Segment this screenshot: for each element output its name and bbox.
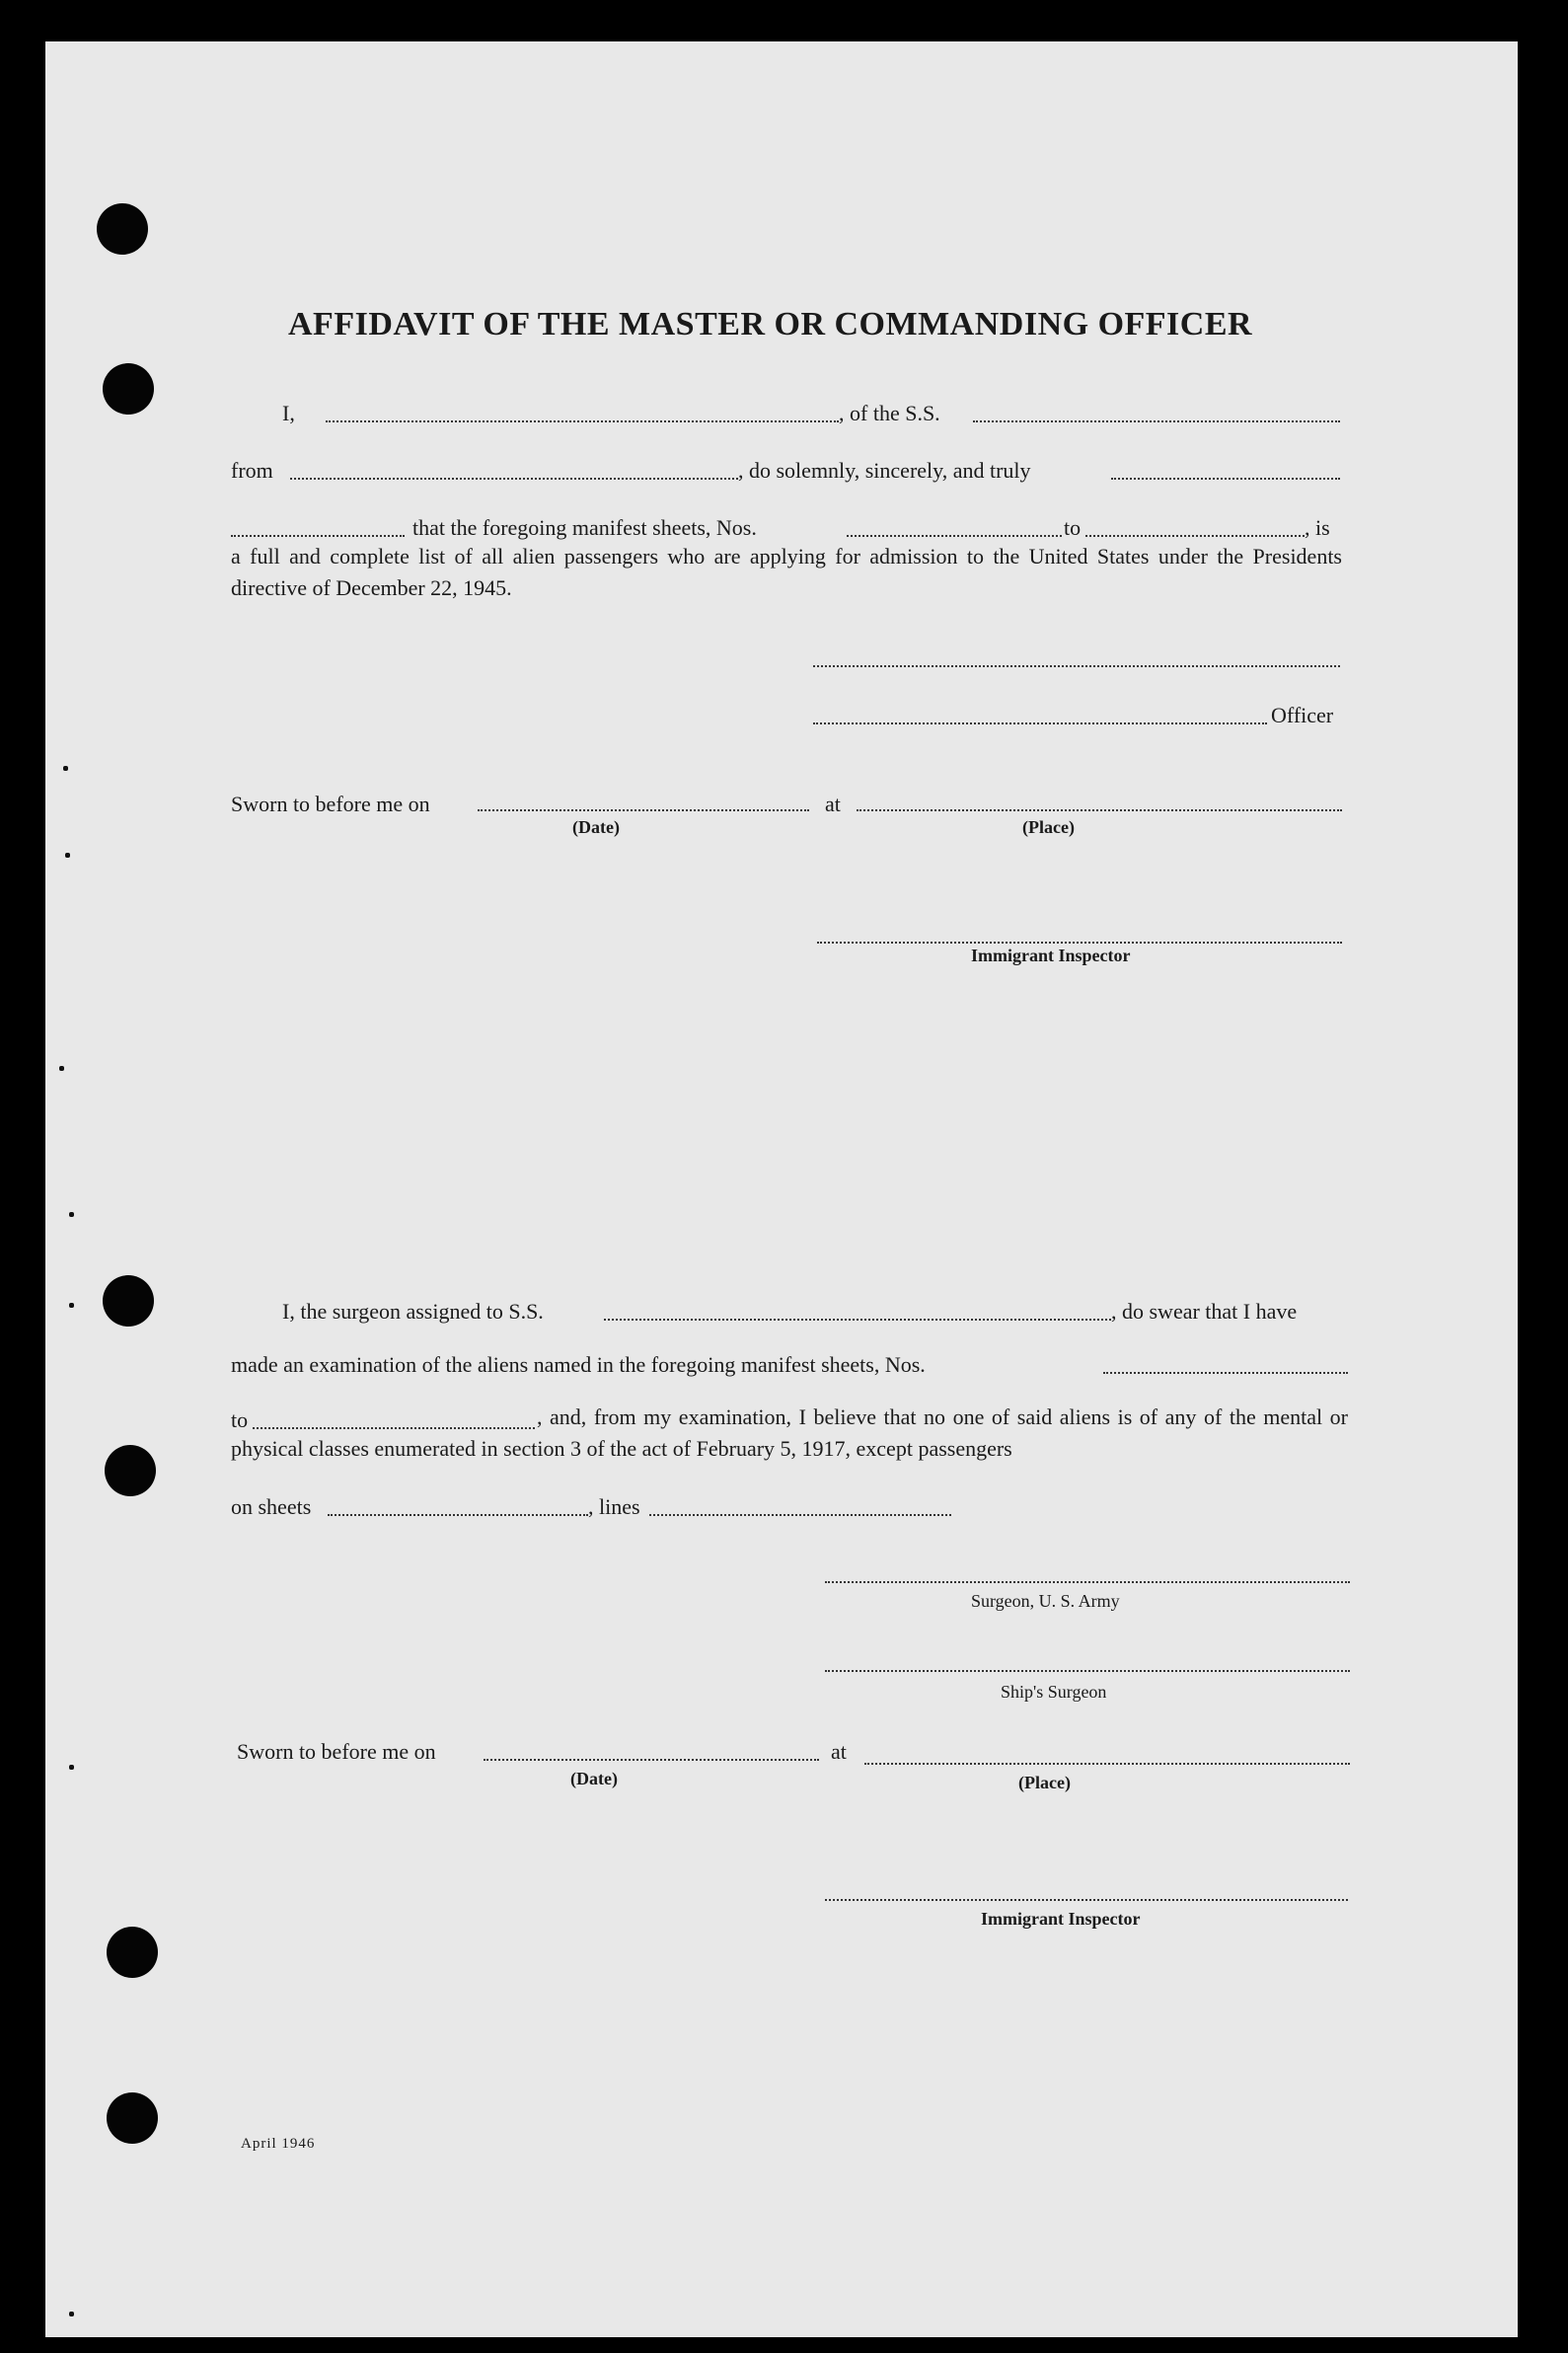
affidavit-from-label: from (231, 458, 273, 483)
army-surgeon-caption: Surgeon, U. S. Army (971, 1591, 1120, 1611)
punch-hole (103, 1275, 154, 1327)
punch-hole (107, 1927, 158, 1978)
affidavit-title: AFFIDAVIT OF THE MASTER OR COMMANDING OFFICER (288, 306, 1253, 342)
inspector-caption: Immigrant Inspector (971, 946, 1131, 965)
surgeon-sheets-label: on sheets (231, 1494, 312, 1519)
punch-hole (105, 1445, 156, 1496)
affidavit-paragraph: a full and complete list of all alien passengers who are applying for admission to the United States under the Presidents directive of December 22, 1945. (231, 544, 1342, 600)
surgeon-at-label: at (831, 1739, 847, 1764)
footer-date: April 1946 (241, 2136, 316, 2152)
surgeon-exception-lines-field[interactable] (649, 1514, 951, 1516)
surgeon-place-caption: (Place) (1018, 1773, 1071, 1792)
margin-speck (63, 766, 68, 771)
surgeon-sworn-place-field[interactable] (864, 1763, 1350, 1765)
surgeon-exception-sheets-field[interactable] (328, 1514, 588, 1516)
surgeon-lines-label: , lines (588, 1494, 640, 1519)
form-page (45, 41, 1518, 2337)
sworn-date-field[interactable] (478, 809, 809, 811)
margin-speck (69, 1303, 74, 1308)
surgeon-examination-label: made an examination of the aliens named in the foregoing manifest sheets, Nos. (231, 1352, 926, 1377)
surgeon-date-caption: (Date) (570, 1769, 618, 1788)
ship-surgeon-caption: Ship's Surgeon (1001, 1682, 1107, 1702)
sworn-label: Sworn to before me on (231, 792, 430, 816)
margin-speck (69, 2312, 74, 2316)
master-name-field[interactable] (326, 420, 839, 422)
place-caption: (Place) (1022, 817, 1075, 837)
punch-hole (107, 2092, 158, 2144)
officer-signature-field-2[interactable] (813, 722, 1267, 724)
inspector-signature-field[interactable] (817, 942, 1342, 944)
surgeon-ship-field[interactable] (604, 1319, 1111, 1321)
margin-speck (69, 1212, 74, 1217)
affidavit-is-label: , is (1305, 515, 1330, 540)
affidavit-manifest-label: that the foregoing manifest sheets, Nos. (412, 515, 757, 540)
punch-hole (103, 363, 154, 415)
army-surgeon-signature-field[interactable] (825, 1581, 1350, 1583)
surgeon-swear-label: , do swear that I have (1111, 1299, 1298, 1324)
punch-hole (97, 203, 148, 255)
affidavit-ss-label: , of the S.S. (839, 401, 940, 425)
surgeon-to-label: to (231, 1407, 249, 1432)
margin-speck (65, 853, 70, 858)
affidavit-to-label: to (1064, 515, 1082, 540)
oath-word-field[interactable] (1111, 478, 1340, 480)
surgeon-sheets-from-field[interactable] (1103, 1372, 1348, 1374)
at-label: at (825, 792, 841, 816)
affidavit-i-label: I, (282, 401, 295, 425)
surgeon-sworn-date-field[interactable] (484, 1759, 819, 1761)
manifest-to-field[interactable] (1085, 535, 1305, 537)
surgeon-inspector-signature-field[interactable] (825, 1899, 1348, 1901)
affidavit-swear-label: , do solemnly, sincerely, and truly (738, 458, 1031, 483)
margin-speck (69, 1765, 74, 1770)
date-caption: (Date) (572, 817, 620, 837)
departure-port-field[interactable] (290, 478, 738, 480)
surgeon-sworn-label: Sworn to before me on (237, 1739, 436, 1764)
officer-label: Officer (1271, 703, 1334, 727)
surgeon-inspector-caption: Immigrant Inspector (981, 1909, 1141, 1929)
sworn-place-field[interactable] (857, 809, 1342, 811)
ship-name-field[interactable] (973, 420, 1340, 422)
ship-surgeon-signature-field[interactable] (825, 1670, 1350, 1672)
surgeon-paragraph-text: , and, from my examination, I believe that no one of said aliens is of any of the mental or physical classes enumerated in section 3 of the act of February 5, 1917, except passengers (231, 1404, 1348, 1461)
surgeon-line1-label: I, the surgeon assigned to S.S. (282, 1299, 544, 1324)
manifest-from-field[interactable] (847, 535, 1062, 537)
officer-signature-field-1[interactable] (813, 665, 1340, 667)
margin-speck (59, 1066, 64, 1071)
oath-word-field-2[interactable] (231, 535, 405, 537)
